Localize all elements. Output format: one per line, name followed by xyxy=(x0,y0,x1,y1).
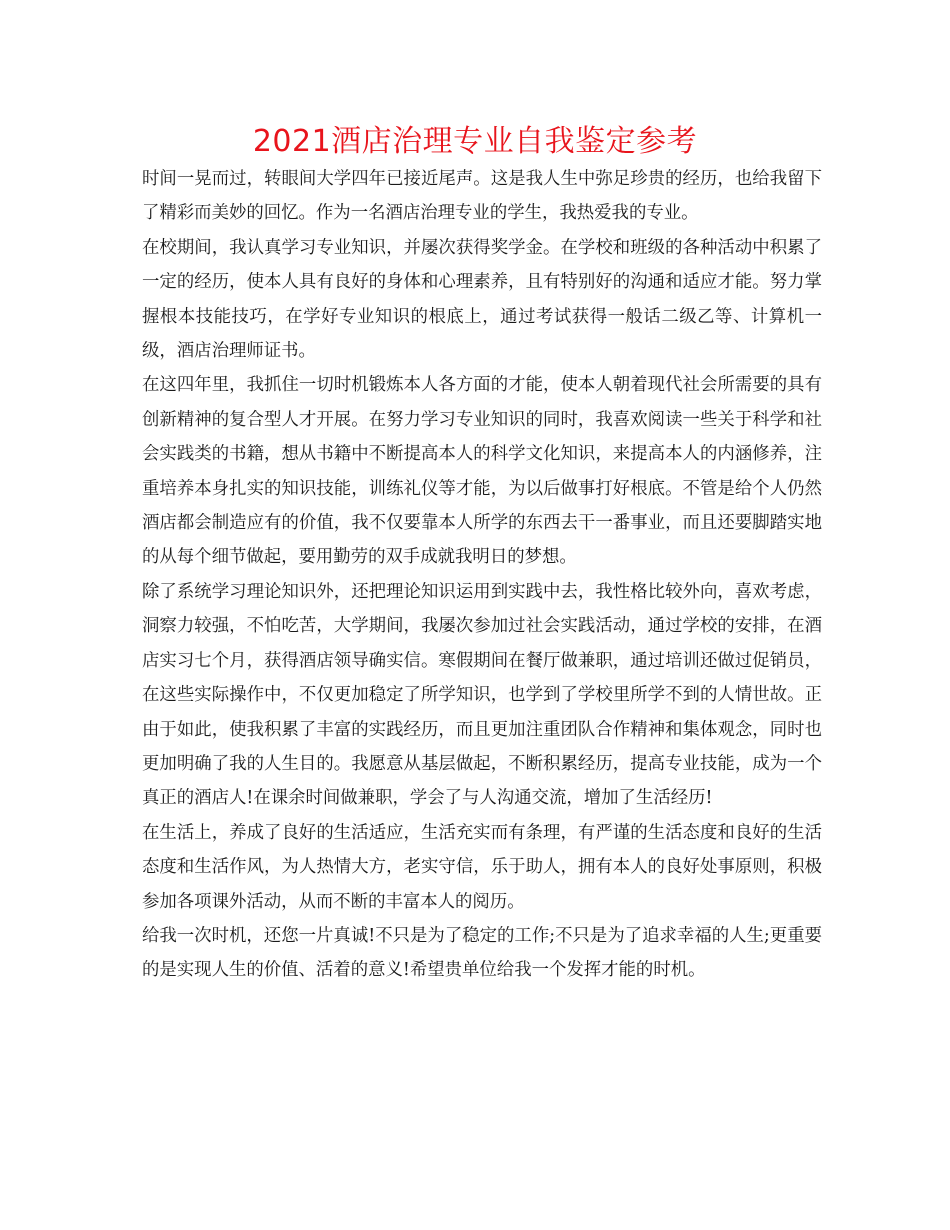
document-title: 2021酒店治理专业自我鉴定参考 xyxy=(252,124,698,159)
paragraph-6: 给我一次时机，还您一片真诚!不只是为了稳定的工作;不只是为了追求幸福的人生;更重要的是实现人生的价值、活着的意义!希望贵单位给我一个发挥才能的时机。 xyxy=(142,925,822,981)
paragraph-5: 在生活上，养成了良好的生活适应，生活充实而有条理，有严谨的生活态度和良好的生活态度和生活作风，为人热情大方，老实守信，乐于助人，拥有本人的良好处事原则，积极参加各项课外活动，从而不断的丰富本人的阅历。 xyxy=(142,822,822,912)
paragraph-4: 除了系统学习理论知识外，还把理论知识运用到实践中去，我性格比较外向，喜欢考虑，洞察力较强，不怕吃苦，大学期间，我屡次参加过社会实践活动，通过学校的安排，在酒店实习七个月，获得酒店领导确实信。寒假期间在餐厅做兼职，通过培训还做过促销员，在这些实际操作中，不仅更加稳定了所学知识，也学到了学校里所学不到的人情世故。正由于如此，使我积累了丰富的实践经历，而且更加注重团队合作精神和集体观念，同时也更加明确了我的人生目的。我愿意从基层做起，不断积累经历，提高专业技能，成为一个真正的酒店人!在课余时间做兼职，学会了与人沟通交流，增加了生活经历! xyxy=(142,581,822,809)
document-body xyxy=(142,162,822,988)
paragraph-3: 在这四年里，我抓住一切时机锻炼本人各方面的才能，使本人朝着现代社会所需要的具有创新精神的复合型人才开展。在努力学习专业知识的同时，我喜欢阅读一些关于科学和社会实践类的书籍，想从书籍中不断提高本人的科学文化知识，来提高本人的内涵修养，注重培养本身扎实的知识技能，训练礼仪等才能，为以后做事打好根底。不管是给个人仍然酒店都会制造应有的价值，我不仅要靠本人所学的东西去干一番事业，而且还要脚踏实地的从每个细节做起，要用勤劳的双手成就我明日的梦想。 xyxy=(142,375,822,568)
paragraph-2: 在校期间，我认真学习专业知识，并屡次获得奖学金。在学校和班级的各种活动中积累了一定的经历，使本人具有良好的身体和心理素养，且有特别好的沟通和适应才能。努力掌握根本技能技巧，在学好专业知识的根底上，通过考试获得一般话二级乙等、计算机一级，酒店治理师证书。 xyxy=(142,237,822,362)
paragraph-1: 时间一晃而过，转眼间大学四年已接近尾声。这是我人生中弥足珍贵的经历，也给我留下了精彩而美妙的回忆。作为一名酒店治理专业的学生，我热爱我的专业。 xyxy=(142,169,822,224)
